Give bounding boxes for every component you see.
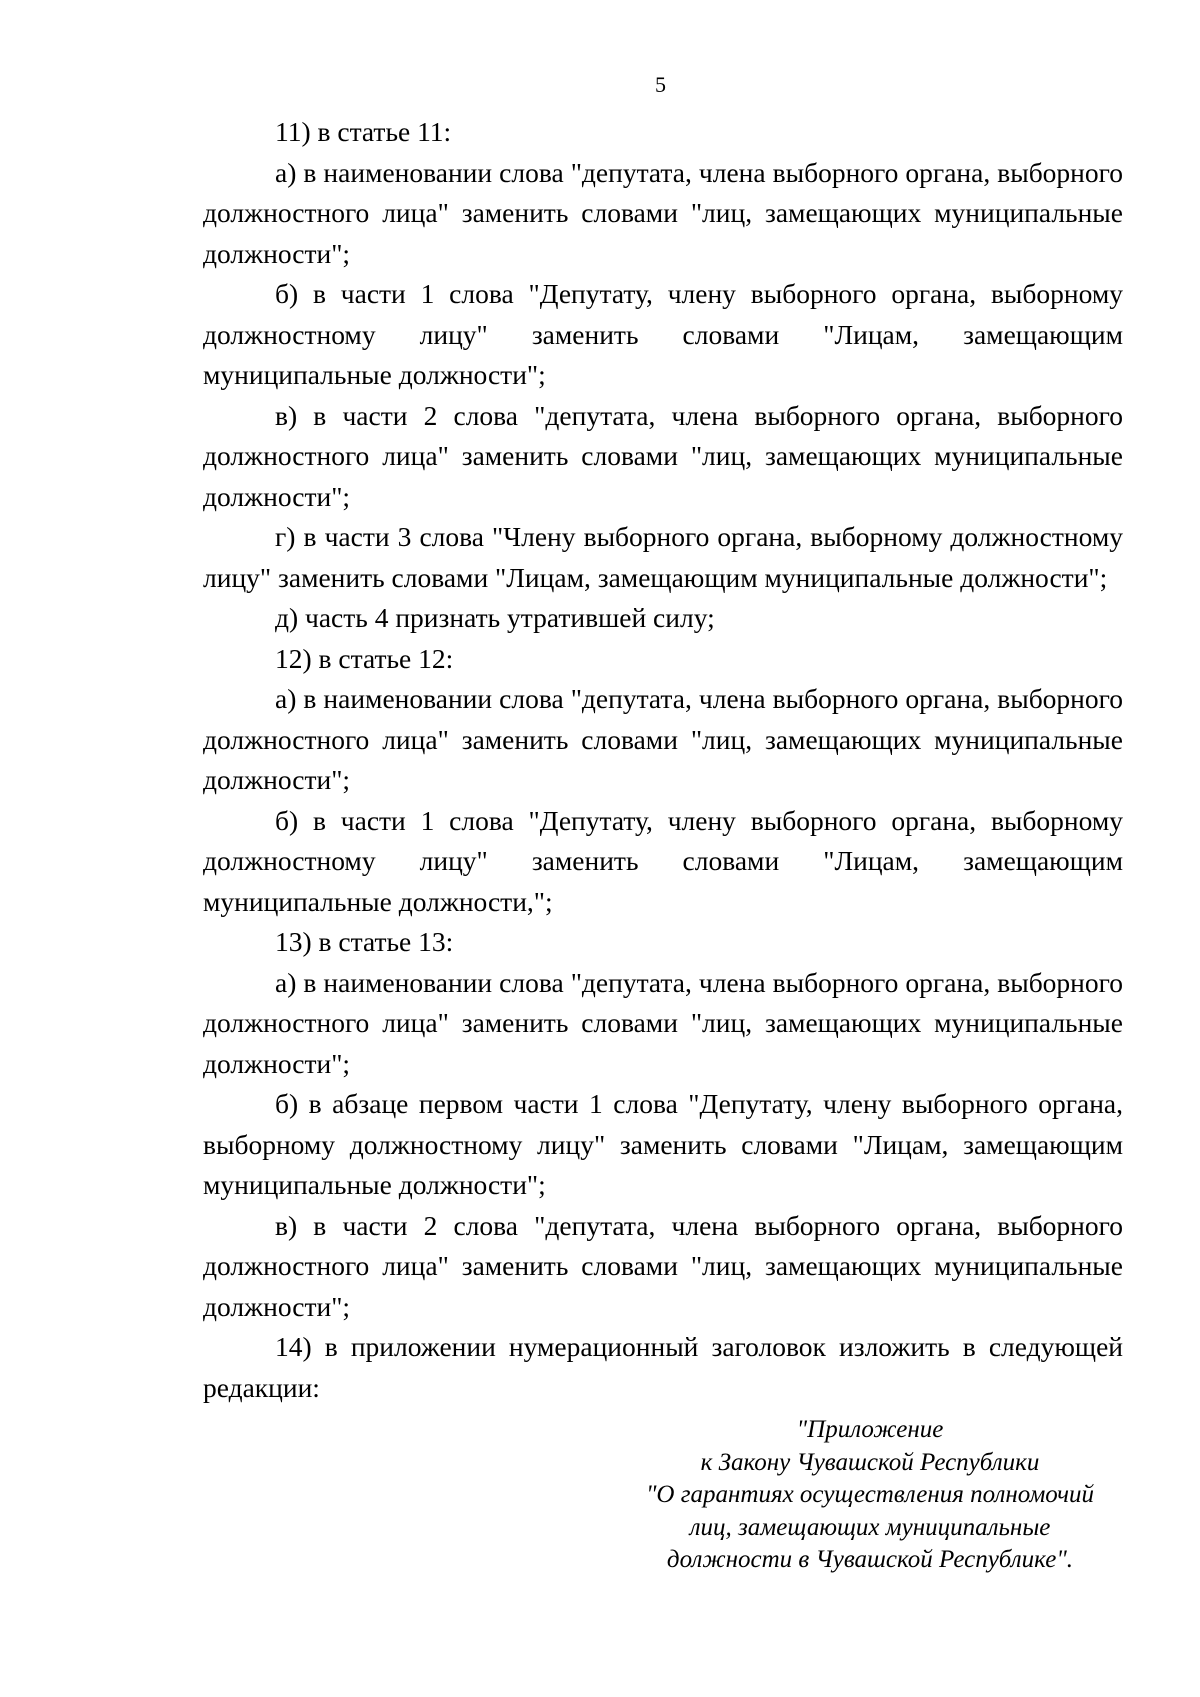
paragraph: б) в части 1 слова "Депутату, члену выборного органа, выборному должностному лицу" заменить словами "Лицам, замещающим муниципальные должности"; <box>203 278 1123 390</box>
paragraph: г) в части 3 слова "Члену выборного органа, выборному должностному лицу" заменить словами "Лицам, замещающим муниципальные должности"; <box>203 521 1123 593</box>
paragraph: в) в части 2 слова "депутата, члена выборного органа, выборного должностного лица" заменить словами "лиц, замещающих муниципальные должности"; <box>203 1209 1123 1322</box>
appendix-heading-line: "О гарантиях осуществления полномочий <box>645 1481 1095 1508</box>
paragraph: 14) в приложении нумерационный заголовок изложить в следующей редакции: <box>203 1331 1123 1403</box>
paragraph: д) часть 4 признать утратившей силу; <box>275 602 715 633</box>
paragraph: 11) в статье 11: <box>275 116 452 147</box>
paragraph: а) в наименовании слова "депутата, члена выборного органа, выборного должностного лица" заменить словами "лиц, замещающих муниципальные должности"; <box>203 156 1123 269</box>
appendix-heading <box>600 1414 1140 1577</box>
appendix-heading-line: должности в Чувашской Республике". <box>666 1546 1074 1573</box>
paragraph: 13) в статье 13: <box>275 926 454 957</box>
appendix-heading-line: к Закону Чувашской Республики <box>700 1448 1040 1476</box>
appendix-heading-line: лиц, замещающих муниципальные <box>689 1513 1051 1541</box>
paragraph: б) в абзаце первом части 1 слова "Депутату, члену выборного органа, выборному должностному лицу" заменить словами "Лицам, замещающим муниципальные должности"; <box>203 1088 1123 1200</box>
paragraph: в) в части 2 слова "депутата, члена выборного органа, выборного должностного лица" заменить словами "лиц, замещающих муниципальные должности"; <box>203 399 1123 512</box>
paragraph: а) в наименовании слова "депутата, члена выборного органа, выборного должностного лица" заменить словами "лиц, замещающих муниципальные должности"; <box>203 683 1123 795</box>
paragraph: а) в наименовании слова "депутата, члена выборного органа, выборного должностного лица" заменить словами "лиц, замещающих муниципальные должности"; <box>203 966 1123 1079</box>
paragraph: 12) в статье 12: <box>275 642 454 674</box>
document-body <box>203 112 1123 1408</box>
page-number: 5 <box>655 72 666 97</box>
paragraph: б) в части 1 слова "Депутату, члену выборного органа, выборному должностному лицу" заменить словами "Лицам, замещающим муниципальные должности,"; <box>203 804 1123 917</box>
appendix-heading-line: "Приложение <box>796 1416 944 1443</box>
